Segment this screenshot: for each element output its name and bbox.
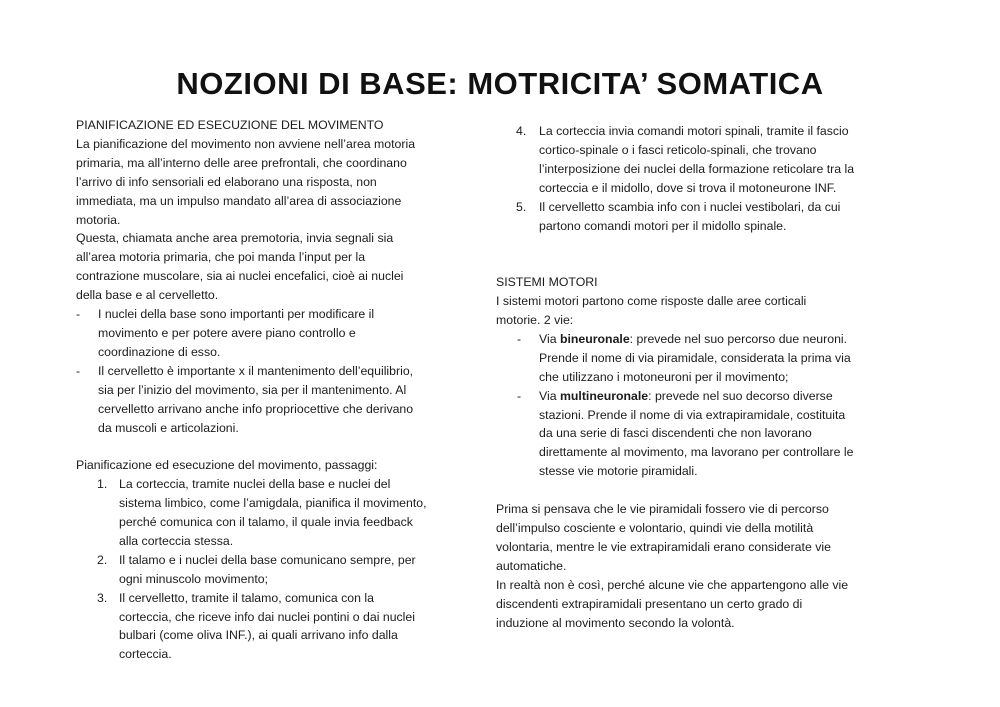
text-line: automatiche. bbox=[496, 558, 567, 573]
text-line bbox=[539, 330, 888, 349]
text-line: motorie. 2 vie: bbox=[496, 313, 574, 328]
vie-list bbox=[496, 330, 888, 481]
text-fragment: : prevede nel suo percorso due neuroni. bbox=[629, 331, 848, 346]
page-title: NOZIONI DI BASE: MOTRICITA’ SOMATICA bbox=[176, 66, 824, 101]
text-line: corteccia. bbox=[119, 647, 172, 662]
left-column bbox=[76, 116, 456, 664]
list-item bbox=[76, 589, 456, 665]
text-line: stesse vie motorie piramidali. bbox=[539, 464, 698, 479]
number-marker: 5. bbox=[516, 199, 527, 214]
number-marker: 1. bbox=[97, 477, 108, 492]
text-line: stazioni. Prende il nome di via extrapiramidale, costituita bbox=[539, 407, 846, 422]
text-line: perché comunica con il talamo, il quale invia feedback bbox=[119, 515, 413, 530]
list-item bbox=[496, 330, 888, 387]
text-line: bulbari (come oliva INF.), ai quali arrivano info dalla bbox=[119, 628, 398, 643]
text-line: primaria, ma all’interno delle aree prefrontali, che coordinano bbox=[76, 155, 407, 170]
text-line: sistema limbico, come l’amigdala, pianifica il movimento, bbox=[119, 496, 427, 511]
list-item bbox=[76, 362, 456, 438]
numbered-list-continued bbox=[496, 122, 888, 235]
text-line: direttamente al movimento, ma lavorano per controllare le bbox=[539, 445, 854, 460]
bold-term: multineuronale bbox=[559, 388, 649, 403]
text-line: immediata, ma un impulso mandato all’area di associazione bbox=[76, 193, 402, 208]
dash-marker: - bbox=[76, 363, 81, 378]
text-line: alla corteccia stessa. bbox=[119, 533, 234, 548]
text-line: l’interposizione dei nuclei della formazione reticolare tra la bbox=[539, 161, 855, 176]
dash-marker: - bbox=[517, 331, 522, 346]
text-line: coordinazione di esso. bbox=[98, 344, 221, 359]
text-line: della base e al cervelletto. bbox=[76, 288, 219, 303]
list-item bbox=[76, 305, 456, 362]
text-line: La corteccia, tramite nuclei della base e nuclei del bbox=[119, 477, 391, 492]
text-line: Il talamo e i nuclei della base comunicano sempre, per bbox=[119, 552, 416, 567]
text-line bbox=[539, 387, 888, 406]
spacer bbox=[76, 437, 456, 456]
text-line: cortico-spinale o i fasci reticolo-spinali, che trovano bbox=[539, 142, 817, 157]
text-line: I sistemi motori partono come risposte dalle aree corticali bbox=[496, 294, 807, 309]
text-line: volontaria, mentre le vie extrapiramidali erano considerate vie bbox=[496, 539, 831, 554]
number-marker: 3. bbox=[97, 590, 108, 605]
dash-marker: - bbox=[76, 307, 81, 322]
number-marker: 2. bbox=[97, 552, 108, 567]
list-item bbox=[76, 551, 456, 589]
text-line: discendenti extrapiramidali presentano un certo grado di bbox=[496, 596, 803, 611]
text-line: partono comandi motori per il midollo spinale. bbox=[539, 218, 787, 233]
number-marker: 4. bbox=[516, 124, 527, 138]
section-heading-pianificazione: PIANIFICAZIONE ED ESECUZIONE DEL MOVIMENTO bbox=[76, 118, 384, 132]
text-line: Prima si pensava che le vie piramidali fossero vie di percorso bbox=[496, 502, 829, 517]
section-heading-sistemi-motori: SISTEMI MOTORI bbox=[496, 275, 598, 290]
text-line: motoria. bbox=[76, 212, 121, 227]
spacer bbox=[496, 254, 888, 273]
text-line: La pianificazione del movimento non avviene nell’area motoria bbox=[76, 136, 416, 151]
text-line: che utilizzano i motoneuroni per il movimento; bbox=[539, 369, 789, 384]
text-line: induzione al movimento secondo la volontà. bbox=[496, 615, 735, 630]
text-line: In realtà non è così, perché alcune vie che appartengono alle vie bbox=[496, 577, 849, 592]
text-line: cervelletto arrivano anche info propriocettive che derivano bbox=[98, 401, 414, 416]
closing-paragraph bbox=[496, 500, 888, 632]
text-line: dell’impulso cosciente e volontario, quindi vie della motilità bbox=[496, 520, 814, 535]
intro-paragraph bbox=[76, 135, 456, 305]
list-item bbox=[496, 122, 888, 198]
text-line: Questa, chiamata anche area premotoria, invia segnali sia bbox=[76, 231, 394, 246]
numbered-list bbox=[76, 475, 456, 664]
text-line: corteccia e il midollo, dove si trova il motoneurone INF. bbox=[539, 180, 837, 195]
list-item bbox=[496, 387, 888, 482]
right-column bbox=[496, 122, 888, 632]
text-line: Il cervelletto è importante x il mantenimento dell’equilibrio, bbox=[98, 363, 414, 378]
text-line: contrazione muscolare, sia ai nuclei encefalici, cioè ai nuclei bbox=[76, 269, 404, 284]
list-item bbox=[76, 475, 456, 551]
text-line: I nuclei della base sono importanti per modificare il bbox=[98, 307, 375, 322]
dash-marker: - bbox=[517, 388, 522, 403]
text-fragment: Via bbox=[539, 331, 560, 346]
text-line: l’arrivo di info sensoriali ed elaborano una risposta, non bbox=[76, 174, 377, 189]
text-line: La corteccia invia comandi motori spinali, tramite il fascio bbox=[539, 124, 849, 138]
text-line: Il cervelletto scambia info con i nuclei vestibolari, da cui bbox=[539, 199, 841, 214]
text-line: all’area motoria primaria, che poi manda l’input per la bbox=[76, 250, 366, 265]
spacer bbox=[496, 235, 888, 254]
text-line: da muscoli e articolazioni. bbox=[98, 420, 239, 435]
bullet-list bbox=[76, 305, 456, 437]
steps-heading: Pianificazione ed esecuzione del movimento, passaggi: bbox=[76, 458, 378, 473]
list-item bbox=[496, 198, 888, 236]
text-fragment: : prevede nel suo decorso diverse bbox=[648, 388, 833, 403]
text-line: da una serie di fasci discendenti che non lavorano bbox=[539, 426, 812, 441]
bold-term: bineuronale bbox=[559, 331, 630, 346]
text-line: Prende il nome di via piramidale, considerata la prima via bbox=[539, 350, 851, 365]
text-line: corteccia, che riceve info dai nuclei pontini o dai nuclei bbox=[119, 609, 415, 624]
text-line: ogni minuscolo movimento; bbox=[119, 571, 268, 586]
text-fragment: Via bbox=[539, 388, 560, 403]
text-line: Il cervelletto, tramite il talamo, comunica con la bbox=[119, 590, 374, 605]
text-line: sia per l’inizio del movimento, sia per il mantenimento. Al bbox=[98, 382, 407, 397]
text-line: movimento e per potere avere piano controllo e bbox=[98, 325, 356, 340]
spacer bbox=[496, 481, 888, 500]
